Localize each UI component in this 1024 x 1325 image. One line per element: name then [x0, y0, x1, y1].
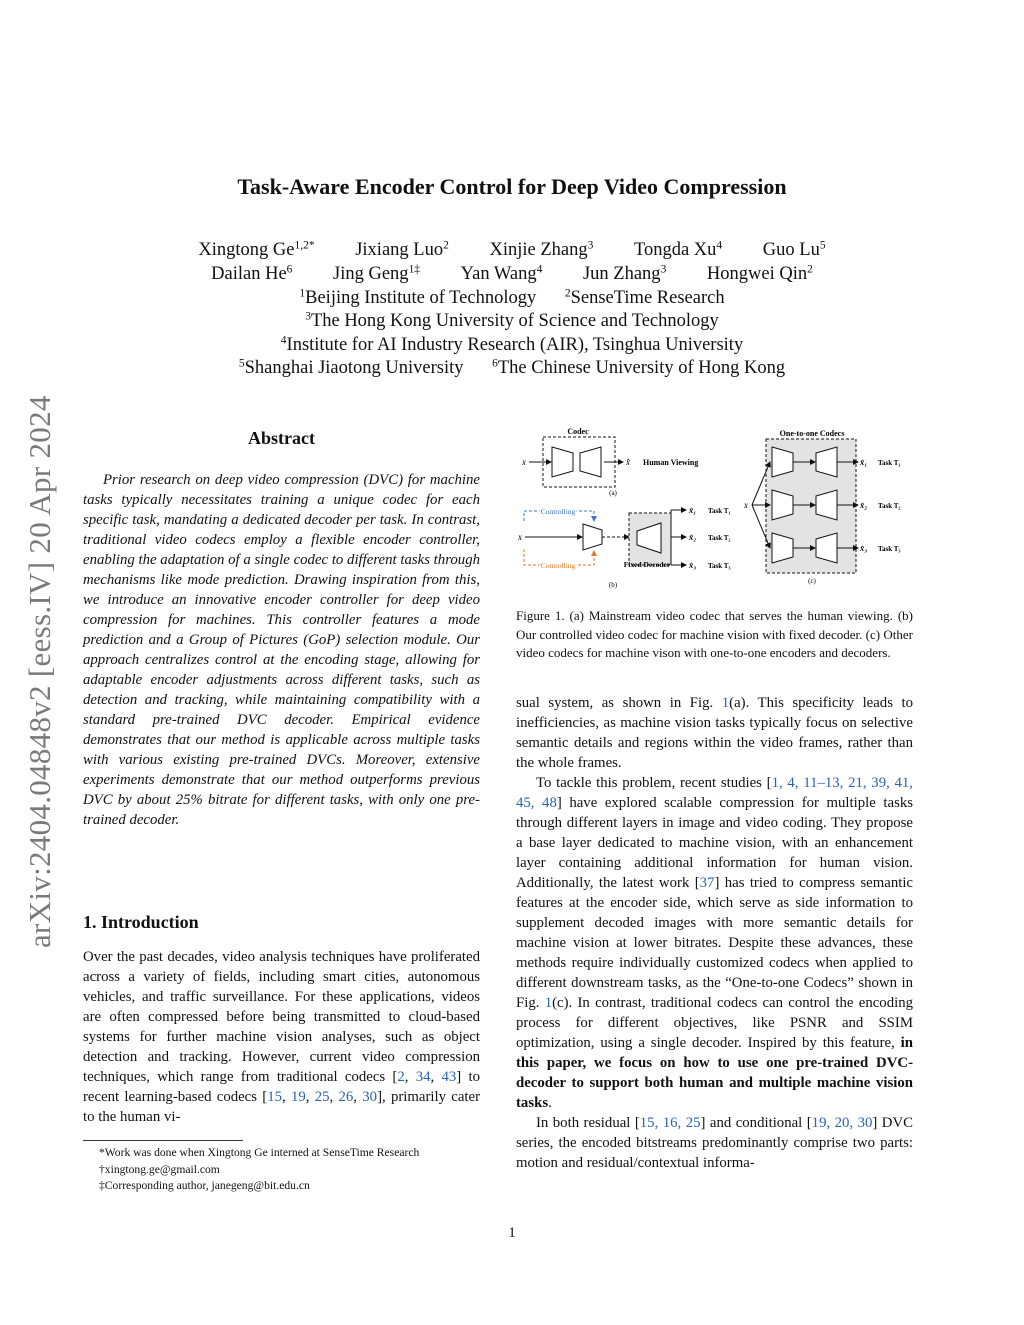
affiliation: $^2$SenseTime Research	[564, 287, 725, 308]
intro-paragraph: Over the past decades, video analysis techniques have proliferated across a variety of fields, including smart cities, autonomous vehicles, and traffic surveillance. For these applications, videos are often compressed before being transmitted to cloud-based systems for further machine vision analyses, such as object detection and tracking. However, current video compression techniques, which range from traditional codecs [2, 34, 43] to recent learning-based codecs [15, 19, 25, 26, 30], primarily cater to the human vi-	[83, 949, 481, 1125]
affiliation-line-3	[0, 335, 1024, 356]
task-1-label: Task T₁	[878, 459, 901, 467]
right-column-body	[516, 693, 913, 1173]
footnote: *Work was done when Xingtong Ge interned at SenseTime Research	[99, 1146, 420, 1159]
affiliation: $^6$The Chinese University of Hong Kong	[492, 357, 786, 378]
intro-body	[83, 947, 480, 1127]
affiliation-line-2	[0, 311, 1024, 332]
encoder-shape	[583, 524, 602, 550]
citation-link[interactable]: 1, 4, 11–13, 21, 39, 41, 45, 48	[516, 775, 914, 811]
author: Jun Zhang$^3$	[582, 263, 667, 284]
author: Guo Lu$^5$	[762, 239, 826, 260]
output-x1-label: x̂₁	[689, 505, 697, 515]
affiliation-line-4	[0, 358, 1024, 379]
figure-1-diagram	[516, 425, 912, 595]
controlling-label-top: Controlling	[540, 507, 576, 516]
figure-link[interactable]: 1	[544, 995, 553, 1011]
bold-statement: in this paper, we focus on how to use one pre-trained DVC-decoder to support both human and multiple machine vision tasks	[516, 1035, 913, 1111]
output-x3-label: x̂₃	[689, 560, 697, 570]
figure-1-caption: Figure 1. (a) Mainstream video codec that serves the human viewing. (b) Our controlled video codec for machine vision with fixed decoder. (c) Other video codecs for machine vison with one-to-one encoders and decoders.	[516, 608, 913, 660]
footnotes	[83, 1145, 483, 1195]
citation-link[interactable]: 25	[314, 1089, 330, 1105]
body-paragraph: In both residual [15, 16, 25] and conditional [19, 20, 30] DVC series, the encoded bitstreams predominantly comprise two parts: motion and residual/contextual informa-	[516, 1115, 914, 1171]
input-x-label: x	[522, 457, 526, 467]
output-x3-label: x̂₃	[860, 543, 868, 553]
author: Jixiang Luo$^2$	[355, 239, 449, 260]
citation-link[interactable]: 43	[441, 1069, 457, 1085]
author: Dailan He$^6$	[211, 263, 293, 284]
author: Tongda Xu$^4$	[633, 239, 723, 260]
affiliation-line-1	[0, 288, 1024, 309]
task-2-label: Task T₂	[708, 534, 731, 542]
citation-link[interactable]: 19	[290, 1089, 306, 1105]
section-heading-introduction: 1. Introduction	[83, 912, 199, 932]
controlling-label-bottom: Controlling	[540, 561, 576, 570]
affiliation: $^3$The Hong Kong University of Science and Technology	[305, 310, 719, 331]
citation-link[interactable]: 34	[415, 1069, 431, 1085]
output-x2-label: x̂₂	[689, 532, 697, 542]
task-1-label: Task T₁	[708, 507, 731, 515]
input-x-label: x	[518, 532, 522, 542]
abstract-paragraph: Prior research on deep video compression (DVC) for machine tasks typically necessitates training a unique codec for each specific task, mandating a dedicated decoder per task. In contrast, traditional video codecs employ a flexible encoder controller, enabling the adaptation of a single codec to different tasks through mechanisms like mode prediction. Drawing inspiration from this, we introduce an innovative encoder controller for deep video compression for machines. This controller features a mode prediction and a Group of Pictures (GoP) selection module. Our approach centralizes control at the encoding stage, allowing for adaptable encoder adjustments across different tasks, such as detection and tracking, while maintaining compatibility with a standard pre-trained DVC decoder. Empirical evidence demonstrates that our method is applicable across multiple tasks with various existing pre-trained DVCs. Moreover, extensive experiments demonstrate that our method outperforms previous DVC by about 25% bitrate for different tasks, with only one pre-trained decoder.	[83, 472, 480, 828]
input-x-label: x	[744, 500, 748, 510]
fixed-decoder-label: Fixed Decoder	[623, 560, 671, 569]
footnote: ‡Corresponding author, janegeng@bit.edu.cn	[99, 1179, 310, 1192]
authors-line-1	[0, 240, 1024, 261]
page-number: 1	[508, 1225, 516, 1241]
panel-a-label: (a)	[609, 489, 617, 497]
citation-link[interactable]: 15	[267, 1089, 282, 1105]
citation-link[interactable]: 37	[699, 875, 715, 891]
footnote-divider	[83, 1140, 243, 1141]
task-2-label: Task T₂	[878, 502, 901, 510]
footnote: †xingtong.ge@gmail.com	[99, 1162, 220, 1176]
task-3-label: Task T₃	[708, 562, 731, 570]
paper-title: Task-Aware Encoder Control for Deep Video Compression	[237, 174, 787, 199]
figure-link[interactable]: 1	[721, 695, 730, 711]
human-viewing-label: Human Viewing	[643, 458, 699, 467]
abstract-heading: Abstract	[248, 428, 315, 448]
authors-line-2	[0, 264, 1024, 285]
author: Jing Geng$^{1\ddagger}$	[333, 263, 421, 284]
citation-link[interactable]: 26	[338, 1089, 354, 1105]
affiliation: $^1$Beijing Institute of Technology	[299, 287, 537, 308]
author: Xingtong $Ge^{1,2*}$	[198, 239, 315, 260]
author: Yan Wang$^4$	[460, 263, 543, 284]
panel-b-label: (b)	[608, 581, 618, 589]
body-paragraph: sual system, as shown in Fig. 1(a). This specificity leads to inefficiencies, as machine vision tasks typically focus on selective semantic details and regions within the video frames, rather than the whole frames.	[516, 695, 914, 771]
citation-link[interactable]: 2	[397, 1069, 405, 1085]
author: Hongwei Qin$^2$	[706, 263, 813, 284]
codec-label: Codec	[567, 427, 589, 436]
author: Xinjie Zhang$^3$	[489, 239, 594, 260]
citation-link[interactable]: 19, 20, 30	[811, 1115, 873, 1131]
affiliation: $^5$Shanghai Jiaotong University	[238, 357, 464, 378]
one-to-one-label: One-to-one Codecs	[779, 429, 845, 438]
output-xhat-label: x̂	[626, 457, 630, 467]
abstract-body	[83, 470, 480, 830]
citation-link[interactable]: 15, 16, 25	[639, 1115, 701, 1131]
output-x2-label: x̂₂	[860, 500, 868, 510]
body-paragraph: To tackle this problem, recent studies [1, 4, 11–13, 21, 39, 41, 45, 48] have explored scalable compression for multiple tasks through different layers in image and video coding. They propose a base layer dedicated to machine vision, with an enhancement layer containing additional information for human vision. Additionally, the latest work [37] has tried to compress semantic features at the encoder side, which serve as side information to supplement decoded images with more semantic details for machine vision at lower bitrates. Despite these advances, these methods require individually customized codecs when applied to different downstream tasks, as the “One-to-one Codecs” shown in Fig. 1(c). In contrast, traditional codecs can control the encoding process for different objectives, like PSNR and SSIM optimization, using a single decoder. Inspired by this feature, in this paper, we focus on how to use one pre-trained DVC-decoder to support both human and multiple machine vision tasks.	[516, 775, 914, 1111]
affiliation: $^4$Institute for AI Industry Research (AIR), Tsinghua University	[280, 334, 744, 355]
task-3-label: Task T₃	[878, 545, 901, 553]
output-x1-label: x̂₁	[860, 457, 868, 467]
arxiv-stamp: arXiv:2404.04848v2 [eess.IV] 20 Apr 2024	[22, 395, 57, 948]
citation-link[interactable]: 30	[362, 1089, 378, 1105]
panel-c-label: (c)	[808, 577, 816, 585]
